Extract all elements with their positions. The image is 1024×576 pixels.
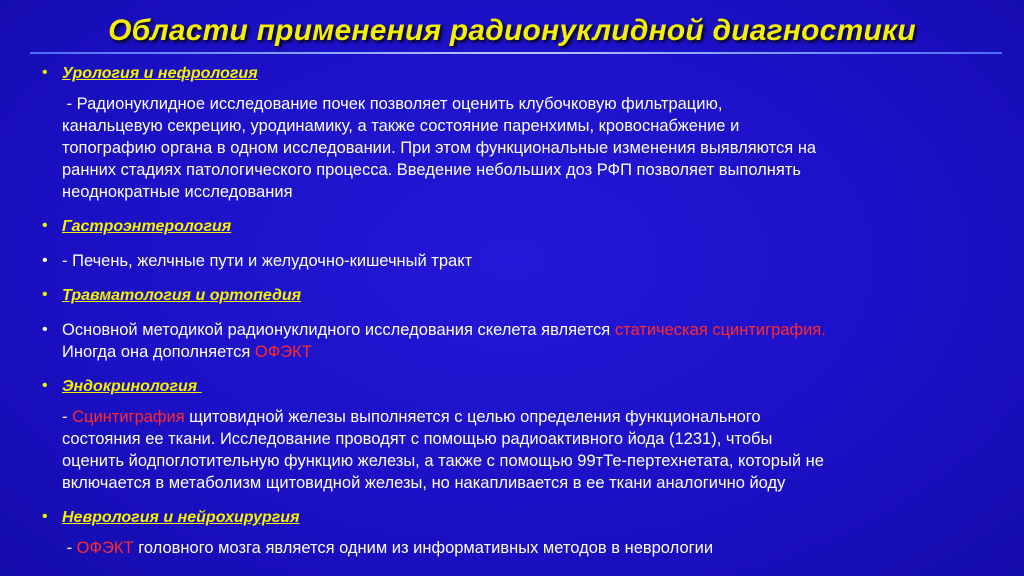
trauma-text-b: Иногда она дополняется bbox=[62, 343, 255, 361]
bullet-trauma bbox=[40, 284, 990, 307]
bullet-dot-icon: • bbox=[42, 64, 48, 81]
paragraph-neuro bbox=[40, 537, 990, 559]
text-line bbox=[62, 341, 990, 363]
bullet-gastro-text bbox=[40, 250, 990, 272]
endo-dash: - bbox=[62, 408, 73, 426]
slide-content bbox=[40, 62, 990, 559]
endo-text-b: щитовидной железы выполняется с целью определения функционального bbox=[184, 408, 761, 426]
trauma-text-a: Основной методикой радионуклидного исследования скелета является bbox=[62, 321, 615, 339]
bullet-trauma-text bbox=[40, 319, 990, 363]
trauma-highlight-scintigraphy: статическая сцинтиграфия. bbox=[614, 321, 826, 339]
text-line bbox=[62, 319, 990, 341]
text-line: топографию органа в одном исследовании. При этом функциональные изменения выявляются на bbox=[62, 139, 817, 157]
paragraph-urology bbox=[40, 93, 990, 203]
bullet-urology bbox=[40, 62, 990, 85]
paragraph-endo bbox=[40, 406, 990, 494]
text-line: канальцевую секрецию, уродинамику, а также состояние паренхимы, кровоснабжение и bbox=[62, 117, 740, 135]
slide-title: Области применения радионуклидной диагностики bbox=[108, 14, 916, 47]
section-heading-neuro: Неврология и нейрохирургия bbox=[62, 509, 300, 526]
section-heading-trauma: Травматология и ортопедия bbox=[62, 287, 302, 304]
bullet-dot-icon: • bbox=[42, 508, 48, 525]
bullet-dot-icon: • bbox=[42, 377, 48, 394]
bullet-dot-icon: • bbox=[42, 321, 48, 338]
gastro-text: - Печень, желчные пути и желудочно-кишечный тракт bbox=[62, 252, 473, 270]
bullet-dot-icon: • bbox=[42, 217, 48, 234]
text-line: - Радионуклидное исследование почек позволяет оценить клубочковую фильтрацию, bbox=[62, 95, 723, 113]
text-line: ранних стадиях патологического процесса. Введение небольших доз РФП позволяет выполнять bbox=[62, 161, 801, 179]
section-heading-urology: Урология и нефрология bbox=[62, 65, 258, 82]
neuro-highlight-spect: ОФЭКТ bbox=[76, 539, 134, 557]
text-line bbox=[62, 537, 990, 559]
neuro-dash: - bbox=[62, 539, 77, 557]
title-divider bbox=[30, 52, 1002, 54]
text-line: состояния ее ткани. Исследование проводят с помощью радиоактивного йода (1231), чтобы bbox=[62, 430, 773, 448]
text-line: оценить йодпоглотительную функцию железы, а также с помощью 99тТе-пертехнетата, который не bbox=[62, 452, 824, 470]
bullet-dot-icon: • bbox=[42, 252, 48, 269]
trauma-highlight-spect: ОФЭКТ bbox=[254, 343, 312, 361]
section-heading-endo: Эндокринология bbox=[62, 378, 202, 395]
endo-highlight-scintigraphy: Сцинтиграфия bbox=[72, 408, 185, 426]
section-heading-gastro: Гастроэнтерология bbox=[62, 218, 232, 235]
bullet-dot-icon: • bbox=[42, 286, 48, 303]
text-line bbox=[62, 406, 990, 428]
bullet-neuro bbox=[40, 506, 990, 529]
bullet-endo bbox=[40, 375, 990, 398]
text-line: неоднократные исследования bbox=[62, 183, 293, 201]
neuro-text-b: головного мозга является одним из информативных методов в неврологии bbox=[133, 539, 714, 557]
bullet-gastro bbox=[40, 215, 990, 238]
text-line: включается в метаболизм щитовидной железы, но накапливается в ее ткани аналогично йоду bbox=[62, 474, 786, 492]
